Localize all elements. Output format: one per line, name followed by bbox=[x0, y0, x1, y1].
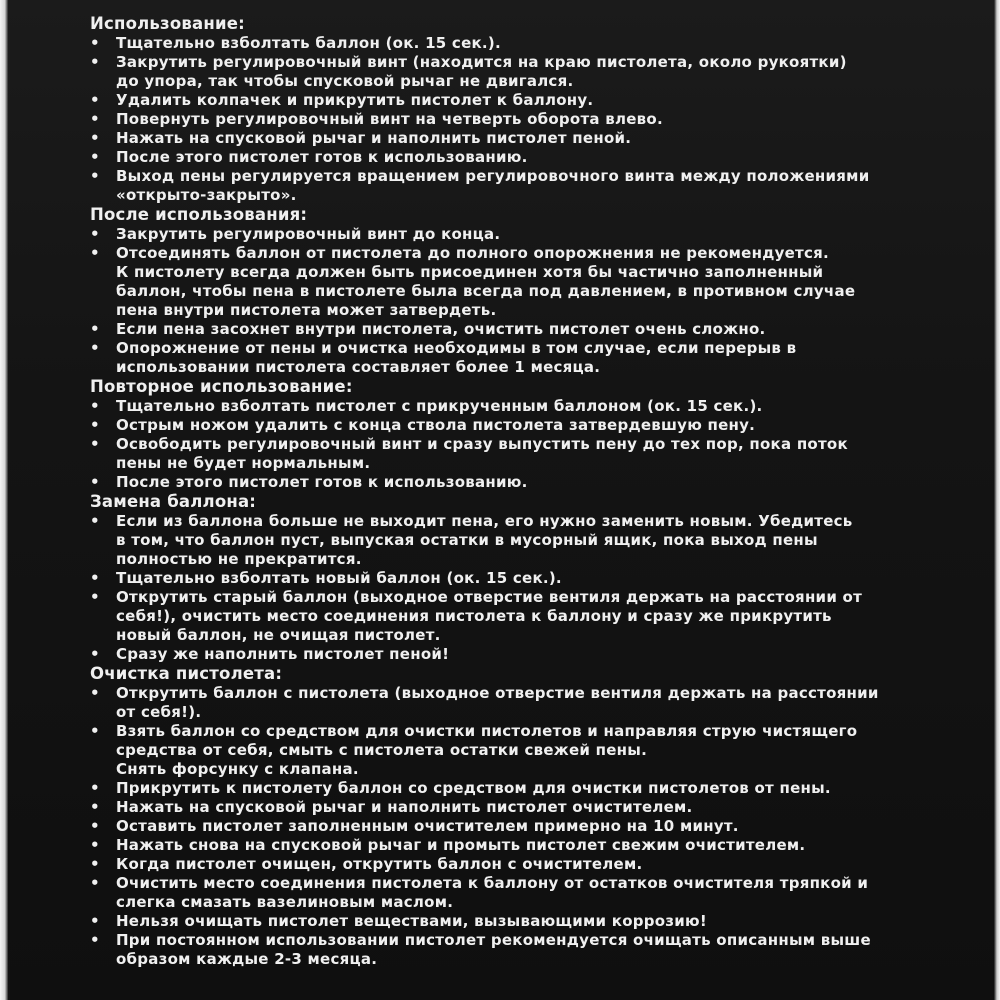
bullet-icon: • bbox=[90, 435, 100, 453]
item-text-line: После этого пистолет готов к использованию. bbox=[116, 473, 528, 491]
list-item bbox=[86, 645, 916, 664]
section-title: Замена баллона: bbox=[90, 492, 257, 511]
bullet-icon: • bbox=[90, 129, 100, 147]
bullet-icon: • bbox=[90, 34, 100, 52]
item-text-line: Опорожнение от пены и очистка необходимы в том случае, если перерыв в bbox=[116, 339, 797, 357]
item-text-line: использовании пистолета составляет более 1 месяца. bbox=[116, 358, 601, 376]
bullet-icon: • bbox=[90, 473, 100, 491]
list-item bbox=[86, 588, 916, 645]
item-text-line: баллон, чтобы пена в пистолете была всегда под давлением, в противном случае bbox=[116, 282, 856, 300]
list-item bbox=[86, 817, 916, 836]
section-title: Очистка пистолета: bbox=[90, 664, 283, 683]
list-item bbox=[86, 91, 916, 110]
bullet-icon: • bbox=[90, 645, 100, 663]
item-text-line: Освободить регулировочный винт и сразу выпустить пену до тех пор, пока поток bbox=[116, 435, 848, 453]
bullet-icon: • bbox=[90, 397, 100, 415]
item-text-line: Закрутить регулировочный винт (находится на краю пистолета, около рукоятки) bbox=[116, 53, 847, 71]
section-title: После использования: bbox=[90, 205, 308, 224]
item-text-line: Прикрутить к пистолету баллон со средством для очистки пистолетов от пены. bbox=[116, 779, 831, 797]
list-item bbox=[86, 416, 916, 435]
item-text-line: Нажать на спусковой рычаг и наполнить пистолет пеной. bbox=[116, 129, 632, 147]
item-text-line: Удалить колпачек и прикрутить пистолет к баллону. bbox=[116, 91, 594, 109]
item-text-line: образом каждые 2-3 месяца. bbox=[116, 950, 378, 968]
item-text-line: Снять форсунку с клапана. bbox=[116, 760, 359, 778]
item-text-line: Когда пистолет очищен, открутить баллон с очистителем. bbox=[116, 855, 643, 873]
item-text-line: пена внутри пистолета может затвердеть. bbox=[116, 301, 497, 319]
list-item bbox=[86, 722, 916, 779]
list-item bbox=[86, 855, 916, 874]
bullet-icon: • bbox=[90, 416, 100, 434]
list-item bbox=[86, 435, 916, 473]
item-text-line: Повернуть регулировочный винт на четверть оборота влево. bbox=[116, 110, 663, 128]
item-text-line: Если из баллона больше не выходит пена, его нужно заменить новым. Убедитесь bbox=[116, 512, 853, 530]
left-edge-strip bbox=[0, 0, 8, 1000]
list-item bbox=[86, 320, 916, 339]
instruction-list bbox=[86, 512, 916, 664]
bullet-icon: • bbox=[90, 339, 100, 357]
instruction-section bbox=[86, 377, 916, 492]
list-item bbox=[86, 874, 916, 912]
item-text-line: слегка смазать вазелиновым маслом. bbox=[116, 893, 454, 911]
list-item bbox=[86, 225, 916, 244]
bullet-icon: • bbox=[90, 684, 100, 702]
list-item bbox=[86, 798, 916, 817]
item-text-line: Закрутить регулировочный винт до конца. bbox=[116, 225, 501, 243]
list-item bbox=[86, 167, 916, 205]
item-text-line: новый баллон, не очищая пистолет. bbox=[116, 626, 441, 644]
instruction-list bbox=[86, 225, 916, 377]
item-text-line: При постоянном использовании пистолет рекомендуется очищать описанным выше bbox=[116, 931, 871, 949]
item-text-line: Очистить место соединения пистолета к баллону от остатков очистителя тряпкой и bbox=[116, 874, 869, 892]
list-item bbox=[86, 912, 916, 931]
section-title: Повторное использование: bbox=[90, 377, 353, 396]
instruction-section bbox=[86, 664, 916, 969]
list-item bbox=[86, 779, 916, 798]
list-item bbox=[86, 53, 916, 91]
item-text-line: Отсоединять баллон от пистолета до полного опорожнения не рекомендуется. bbox=[116, 244, 829, 262]
instruction-list bbox=[86, 397, 916, 492]
item-text-line: до упора, так чтобы спусковой рычаг не двигался. bbox=[116, 72, 574, 90]
section-title: Использование: bbox=[90, 14, 245, 33]
list-item bbox=[86, 569, 916, 588]
list-item bbox=[86, 110, 916, 129]
instruction-section bbox=[86, 205, 916, 377]
item-text-line: Сразу же наполнить пистолет пеной! bbox=[116, 645, 450, 663]
item-text-line: Открутить баллон с пистолета (выходное отверстие вентиля держать на расстоянии bbox=[116, 684, 879, 702]
item-text-line: К пистолету всегда должен быть присоединен хотя бы частично заполненный bbox=[116, 263, 824, 281]
bullet-icon: • bbox=[90, 588, 100, 606]
item-text-line: от себя!). bbox=[116, 703, 202, 721]
bullet-icon: • bbox=[90, 148, 100, 166]
instruction-section bbox=[86, 14, 916, 205]
bullet-icon: • bbox=[90, 912, 100, 930]
item-text-line: полностью не прекратится. bbox=[116, 550, 362, 568]
bullet-icon: • bbox=[90, 874, 100, 892]
item-text-line: Тщательно взболтать пистолет с прикрученным баллоном (ок. 15 сек.). bbox=[116, 397, 763, 415]
bullet-icon: • bbox=[90, 320, 100, 338]
instructions-content bbox=[86, 14, 916, 969]
bullet-icon: • bbox=[90, 91, 100, 109]
item-text-line: Если пена засохнет внутри пистолета, очистить пистолет очень сложно. bbox=[116, 320, 766, 338]
bullet-icon: • bbox=[90, 836, 100, 854]
item-text-line: Взять баллон со средством для очистки пистолетов и направляя струю чистящего bbox=[116, 722, 858, 740]
item-text-line: пены не будет нормальным. bbox=[116, 454, 371, 472]
item-text-line: Острым ножом удалить с конца ствола пистолета затвердевшую пену. bbox=[116, 416, 756, 434]
bullet-icon: • bbox=[90, 569, 100, 587]
item-text-line: Нельзя очищать пистолет веществами, вызывающими коррозию! bbox=[116, 912, 707, 930]
list-item bbox=[86, 473, 916, 492]
instruction-list bbox=[86, 684, 916, 969]
list-item bbox=[86, 148, 916, 167]
list-item bbox=[86, 836, 916, 855]
list-item bbox=[86, 339, 916, 377]
item-text-line: Тщательно взболтать новый баллон (ок. 15 сек.). bbox=[116, 569, 562, 587]
list-item bbox=[86, 244, 916, 320]
item-text-line: Выход пены регулируется вращением регулировочного винта между положениями bbox=[116, 167, 870, 185]
item-text-line: Открутить старый баллон (выходное отверстие вентиля держать на расстоянии от bbox=[116, 588, 863, 606]
item-text-line: Нажать на спусковой рычаг и наполнить пистолет очистителем. bbox=[116, 798, 693, 816]
bullet-icon: • bbox=[90, 817, 100, 835]
bullet-icon: • bbox=[90, 225, 100, 243]
item-text-line: Нажать снова на спусковой рычаг и промыть пистолет свежим очистителем. bbox=[116, 836, 806, 854]
bullet-icon: • bbox=[90, 512, 100, 530]
item-text-line: Оставить пистолет заполненным очистителем примерно на 10 минут. bbox=[116, 817, 739, 835]
item-text-line: себя!), очистить место соединения пистолета к баллону и сразу же прикрутить bbox=[116, 607, 832, 625]
list-item bbox=[86, 931, 916, 969]
bullet-icon: • bbox=[90, 798, 100, 816]
item-text-line: в том, что баллон пуст, выпуская остатки в мусорный ящик, пока выход пены bbox=[116, 531, 818, 549]
list-item bbox=[86, 129, 916, 148]
instruction-list bbox=[86, 34, 916, 205]
item-text-line: После этого пистолет готов к использованию. bbox=[116, 148, 528, 166]
item-text-line: «открыто-закрыто». bbox=[116, 186, 297, 204]
bullet-icon: • bbox=[90, 53, 100, 71]
bullet-icon: • bbox=[90, 244, 100, 262]
bullet-icon: • bbox=[90, 931, 100, 949]
item-text-line: средства от себя, смыть с пистолета остатки свежей пены. bbox=[116, 741, 648, 759]
bullet-icon: • bbox=[90, 779, 100, 797]
list-item bbox=[86, 512, 916, 569]
right-edge-strip bbox=[994, 0, 1000, 1000]
bullet-icon: • bbox=[90, 855, 100, 873]
bullet-icon: • bbox=[90, 110, 100, 128]
list-item bbox=[86, 34, 916, 53]
instruction-section bbox=[86, 492, 916, 664]
list-item bbox=[86, 684, 916, 722]
list-item bbox=[86, 397, 916, 416]
bullet-icon: • bbox=[90, 722, 100, 740]
item-text-line: Тщательно взболтать баллон (ок. 15 сек.). bbox=[116, 34, 501, 52]
bullet-icon: • bbox=[90, 167, 100, 185]
